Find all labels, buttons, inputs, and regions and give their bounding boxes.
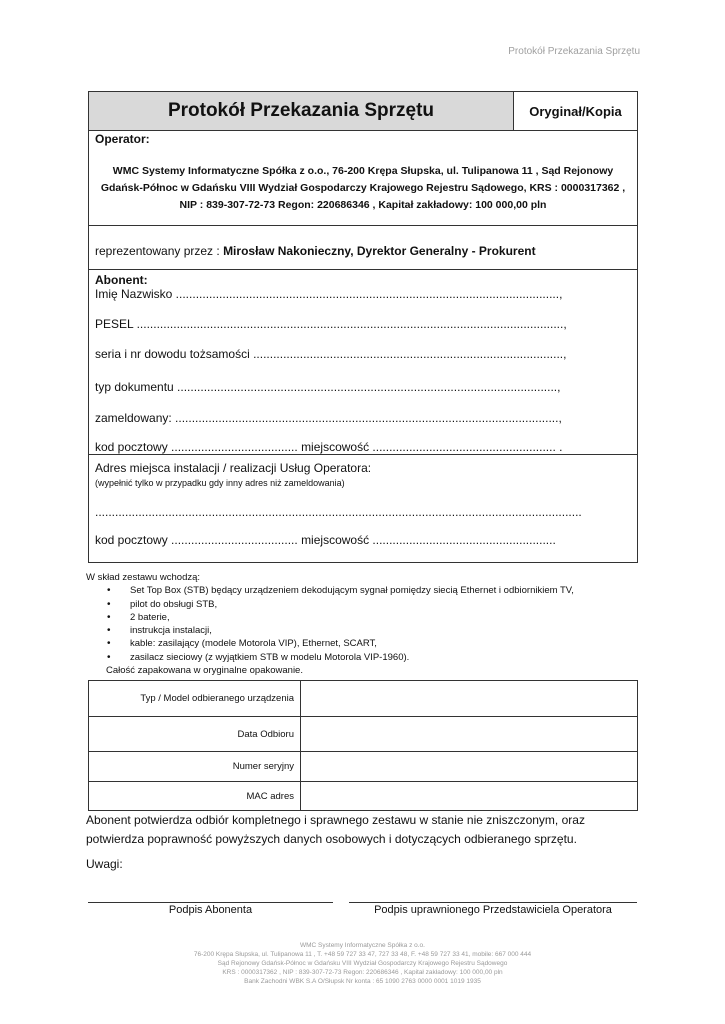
serial-number-label: Numer seryjny [89, 752, 301, 782]
table-row [89, 681, 638, 717]
remarks-label: Uwagi: [86, 857, 123, 871]
kit-packed-note: Całość zapakowana w oryginalne opakowanie. [106, 665, 303, 677]
install-address-section [89, 455, 637, 562]
device-model-value[interactable] [301, 681, 638, 717]
list-item: • 2 baterie, [86, 611, 646, 624]
footer-line-4: KRS : 0000317362 , NIP : 839-307-72-73 Regon: 220686346 , Kapitał zakładowy: 100 000,00 pln [222, 969, 503, 976]
mac-address-label: MAC adres [89, 782, 301, 811]
original-copy-label: Oryginał/Kopia [529, 103, 622, 119]
document-type-field[interactable]: typ dokumentu .................................................................................................................., [95, 380, 561, 394]
list-item: • instrukcja instalacji, [86, 624, 646, 637]
device-table [88, 680, 638, 811]
representative-name: Mirosław Nakonieczny, Dyrektor Generalny - Prokurent [223, 244, 536, 258]
header-document-title: Protokół Przekazania Sprzętu [508, 46, 640, 57]
install-address-field[interactable]: .................................................................................................................................................. [95, 505, 582, 519]
company-footer [100, 941, 625, 986]
operator-label: Operator: [95, 132, 150, 146]
confirmation-line-1: Abonent potwierdza odbiór kompletnego i sprawnego zestawu w stanie nie zniszczonym, oraz [86, 813, 585, 827]
kit-intro: W skład zestawu wchodzą: [86, 572, 201, 583]
representative-prefix: reprezentowany przez : [95, 244, 224, 258]
table-row [89, 717, 638, 752]
list-item: • kable: zasilający (modele Motorola VIP), Ethernet, SCART, [86, 637, 646, 650]
receipt-date-label: Data Odbioru [89, 717, 301, 752]
list-item: • Set Top Box (STB) będący urządzeniem dekodującym sygnał pomiędzy siecią Ethernet i odbiornikiem TV, [86, 584, 646, 597]
kit-contents [86, 571, 646, 677]
subscriber-section [89, 270, 637, 455]
footer-line-2: 76-200 Krępa Słupska, ul. Tulipanowa 11 , T. +48 59 727 33 47, 727 33 48, F. +48 59 727 33 41, mobile: 667 000 444 [193, 951, 532, 958]
operator-line-2: Gdańsk-Północ w Gdańsku VIII Wydział Gospodarczy Krajowego Rejestru Sądowego, KRS : 0000317362 , [100, 182, 626, 194]
title-box [88, 91, 638, 131]
confirmation-text [86, 811, 646, 849]
install-address-label: Adres miejsca instalacji / realizacji Usług Operatora: [95, 461, 372, 475]
form-box [88, 130, 638, 563]
install-address-note: (wypełnić tylko w przypadku gdy inny adres niż zameldowania) [95, 478, 345, 488]
representative-line [95, 244, 631, 258]
operator-section [89, 130, 637, 226]
page-title: Protokół Przekazania Sprzętu [89, 92, 514, 130]
table-row [89, 752, 638, 782]
footer-line-5: Bank Zachodni WBK S.A O/Słupsk Nr konta : 65 1090 2763 0000 0001 1019 1935 [244, 978, 481, 985]
operator-signature-line[interactable] [349, 902, 637, 903]
serial-number-value[interactable] [301, 752, 638, 782]
registered-address-field[interactable]: zameldowany: ..................................................................................................................., [95, 411, 562, 425]
table-row [89, 782, 638, 811]
kit-list [86, 584, 646, 664]
install-postal-city-field[interactable]: kod pocztowy ...................................... miejscowość ....................................................... [95, 533, 556, 547]
device-model-label: Typ / Model odbieranego urządzenia [89, 681, 301, 717]
pesel-field[interactable]: PESEL ................................................................................................................................, [95, 317, 567, 331]
name-field[interactable]: Imię Nazwisko ..................................................................................................................., [95, 287, 563, 301]
representative-section [89, 226, 637, 270]
operator-signature-label: Podpis uprawnionego Przedstawiciela Operatora [374, 904, 612, 916]
mac-address-value[interactable] [301, 782, 638, 811]
subscriber-label: Abonent: [95, 273, 148, 287]
confirmation-line-2: potwierdza poprawność powyższych danych osobowych i dotyczących odbieranego sprzętu. [86, 832, 577, 846]
receipt-date-value[interactable] [301, 717, 638, 752]
list-item: • zasilacz sieciowy (z wyjątkiem STB w modelu Motorola VIP-1960). [86, 651, 646, 664]
footer-line-3: Sąd Rejonowy Gdańsk-Północ w Gdańsku VIII Wydział Gospodarczy Krajowego Rejestru Sądowego [217, 960, 508, 967]
subscriber-signature-label: Podpis Abonenta [168, 904, 253, 916]
subscriber-signature-line[interactable] [88, 902, 333, 903]
footer-line-1: WMC Systemy Informatyczne Spółka z o.o. [300, 942, 425, 949]
operator-line-3: NIP : 839-307-72-73 Regon: 220686346 , Kapitał zakładowy: 100 000,00 pln [179, 199, 547, 211]
list-item: • pilot do obsługi STB, [86, 598, 646, 611]
operator-line-1: WMC Systemy Informatyczne Spółka z o.o., 76-200 Krępa Słupska, ul. Tulipanowa 11 , Sąd Rejonowy [112, 165, 614, 177]
postal-code-city-field[interactable]: kod pocztowy ...................................... miejscowość ....................................................... . [95, 440, 563, 454]
id-document-field[interactable]: seria i nr dowodu tożsamości ............................................................................................., [95, 347, 567, 361]
